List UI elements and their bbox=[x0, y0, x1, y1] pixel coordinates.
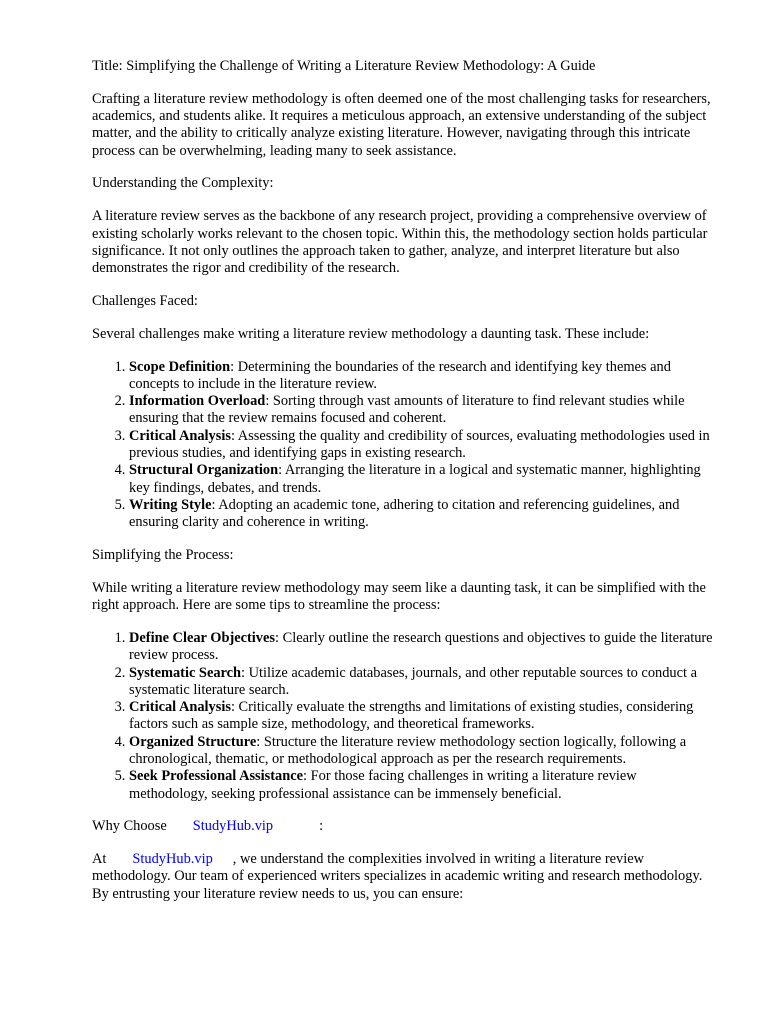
list-item bbox=[129, 665, 718, 700]
complexity-heading: Understanding the Complexity: bbox=[92, 175, 274, 192]
process-heading: Simplifying the Process: bbox=[92, 547, 234, 564]
closing-prefix: At bbox=[92, 851, 107, 868]
list-item bbox=[129, 497, 718, 532]
list-item-sep: : bbox=[241, 664, 246, 681]
list-item-term: Organized Structure bbox=[129, 733, 257, 750]
closing-text: , we understand the complexities involved in writing a literature review methodology. Our team of experienced writers specializes in academic writing and research methodology. By entrusting your literature review needs to us, you can ensure: bbox=[92, 851, 703, 902]
complexity-paragraph: A literature review serves as the backbone of any research project, providing a comprehensive overview of existing scholarly works relevant to the chosen topic. Within this, the methodology section holds particular significance. It not only outlines the approach taken to gather, analyze, and interpret literature but also demonstrates the rigor and credibility of the research. bbox=[92, 208, 708, 277]
list-item-sep: : bbox=[230, 427, 235, 444]
list-item bbox=[129, 393, 718, 428]
list-item-text: Utilize academic databases, journals, and other reputable sources to conduct a systematic literature search. bbox=[129, 664, 697, 698]
document-title: Title: Simplifying the Challenge of Writing a Literature Review Methodology: A Guide bbox=[92, 58, 596, 74]
list-item-sep: : bbox=[275, 629, 279, 646]
why-choose-prefix: Why Choose bbox=[92, 818, 167, 835]
list-item bbox=[129, 699, 718, 734]
studyhub-link-inline[interactable]: StudyHub.vip bbox=[132, 851, 213, 868]
list-item-text: Clearly outline the research questions and objectives to guide the literature review process. bbox=[129, 629, 713, 664]
list-item-text: Critically evaluate the strengths and limitations of existing studies, considering factors such as sample size, methodology, and theoretical frameworks. bbox=[129, 699, 694, 733]
challenges-list bbox=[92, 359, 718, 532]
closing-paragraph bbox=[92, 851, 718, 903]
list-item-sep: : bbox=[256, 733, 261, 750]
why-choose-suffix: : bbox=[319, 818, 324, 835]
list-item bbox=[129, 428, 718, 463]
list-item-text: Sorting through vast amounts of literature to find relevant studies while ensuring that the review remains focused and coherent. bbox=[129, 393, 685, 427]
challenges-intro: Several challenges make writing a literature review methodology a daunting task. These include: bbox=[92, 325, 650, 342]
list-item-term: Information Overload bbox=[129, 393, 266, 410]
list-item-term: Critical Analysis bbox=[129, 427, 231, 444]
list-item-term: Seek Professional Assistance bbox=[129, 768, 304, 785]
list-item-text: Determining the boundaries of the research and identifying key themes and concepts to include in the literature review. bbox=[129, 358, 671, 392]
list-item bbox=[129, 462, 718, 497]
list-item-sep: : bbox=[230, 358, 235, 375]
list-item bbox=[129, 630, 718, 665]
intro-paragraph: Crafting a literature review methodology is often deemed one of the most challenging tasks for researchers, academics, and students alike. It requires a meticulous approach, an extensive understanding of the subject matter, and the ability to critically analyze existing literature. However, navigating through this intricate process can be overwhelming, leading many to seek assistance. bbox=[92, 90, 711, 159]
list-item-text: Structure the literature review methodology section logically, following a chronological, thematic, or methodological approach as per the research requirements. bbox=[129, 733, 687, 767]
list-item bbox=[129, 768, 718, 803]
list-item-sep: : bbox=[211, 496, 216, 513]
document-page bbox=[92, 58, 718, 919]
list-item-sep: : bbox=[265, 393, 270, 410]
why-choose-heading bbox=[92, 818, 718, 835]
list-item-text: Assessing the quality and credibility of sources, evaluating methodologies used in previous studies, and identifying gaps in existing research. bbox=[129, 427, 710, 462]
list-item-text: Arranging the literature in a logical and systematic manner, highlighting key findings, debates, and trends. bbox=[129, 462, 701, 496]
challenges-heading: Challenges Faced: bbox=[92, 292, 198, 309]
list-item-text: Adopting an academic tone, adhering to citation and referencing guidelines, and ensuring clarity and coherence in writing. bbox=[129, 496, 680, 531]
list-item-term: Systematic Search bbox=[129, 664, 242, 681]
list-item-text: For those facing challenges in writing a literature review methodology, seeking professional assistance can be immensely beneficial. bbox=[129, 768, 637, 802]
list-item-sep: : bbox=[278, 462, 283, 479]
list-item-sep: : bbox=[230, 699, 235, 716]
list-item-term: Scope Definition bbox=[129, 358, 231, 375]
process-list bbox=[92, 630, 718, 803]
list-item-term: Define Clear Objectives bbox=[129, 629, 275, 646]
list-item-sep: : bbox=[303, 768, 308, 785]
list-item bbox=[129, 734, 718, 769]
list-item-term: Structural Organization bbox=[129, 462, 279, 479]
process-intro: While writing a literature review methodology may seem like a daunting task, it can be simplified with the right approach. Here are some tips to streamline the process: bbox=[92, 579, 706, 614]
list-item-term: Critical Analysis bbox=[129, 699, 231, 716]
studyhub-link[interactable]: StudyHub.vip bbox=[192, 818, 274, 835]
list-item bbox=[129, 359, 718, 394]
list-item-term: Writing Style bbox=[129, 496, 212, 513]
